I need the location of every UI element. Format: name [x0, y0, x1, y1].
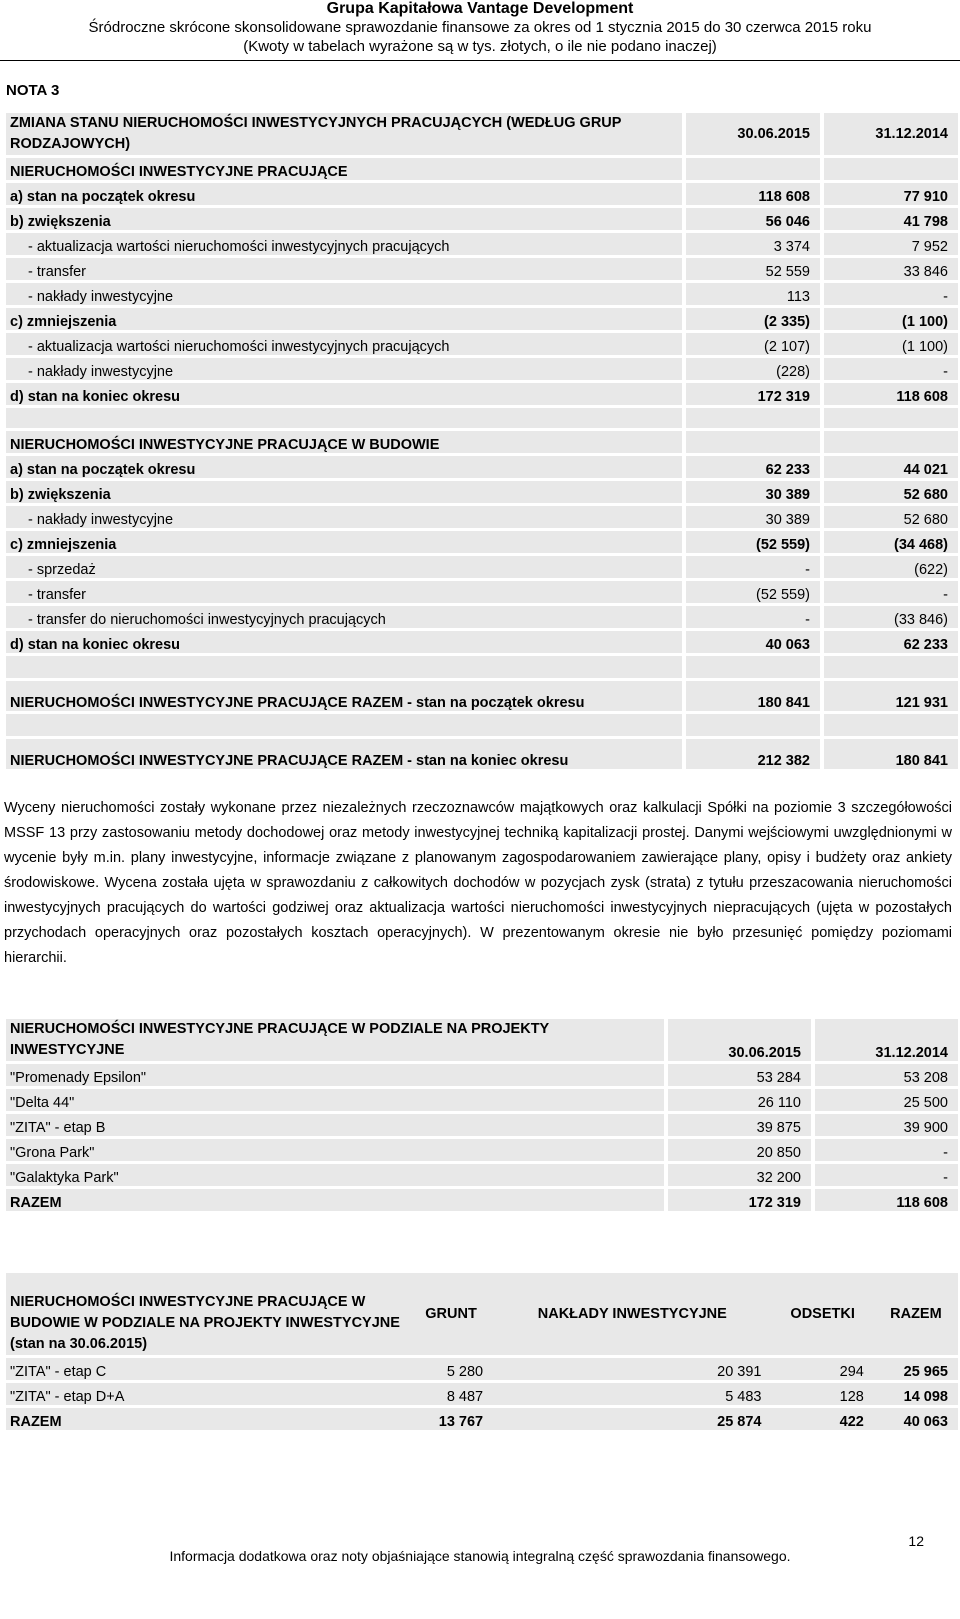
row-value-2015: 30 389 [686, 481, 820, 503]
row-value-2014: 52 680 [824, 481, 958, 503]
row-value-grunt: 8 487 [409, 1383, 493, 1405]
col-header-2015: 30.06.2015 [668, 1019, 811, 1061]
valuation-paragraph: Wyceny nieruchomości zostały wykonane przez niezależnych rzeczoznawców majątkowych oraz kalkulacji Spółki na poziomie 3 szczegółowości MSSF 13 przy zastosowaniu metody dochodowej oraz metody inwestycyjnej techniką kapitalizacji prostej. Danymi wejściowymi uwzględnionymi w wycenie były m.in. plany inwestycyjne, informacje związane z planowanym zagospodarowaniem zawierające plany, opisy i budżety oraz ankiety środowiskowe. Wycena została ujęta w sprawozdaniu z całkowitych dochodów w pozycjach zysk (strata) z tytułu przeszacowania nieruchomości inwestycyjnych pracujących do wartości godziwej oraz aktualizacja wartości nieruchomości inwestycyjnych niepracujących (ujęta w pozostałych przychodach operacyjnych oraz pozostałych kosztach operacyjnych). W prezentowanym okresie nie było przesunięć pomiędzy poziomami hierarchii. [4, 800, 952, 966]
row-label: "Delta 44" [6, 1089, 664, 1111]
company-name: Grupa Kapitałowa Vantage Development [326, 0, 634, 17]
row-value-2015: 172 319 [668, 1189, 811, 1211]
page-header [0, 0, 960, 56]
table-row [6, 631, 958, 653]
row-value-2015: 52 559 [686, 258, 820, 280]
col-header-razem: RAZEM [874, 1273, 958, 1355]
projects-table-title: NIERUCHOMOŚCI INWESTYCYJNE PRACUJĄCE W PODZIALE NA PROJEKTY INWESTYCYJNE [6, 1019, 664, 1061]
table-row [6, 208, 958, 230]
row-value-2014: - [815, 1164, 958, 1186]
row-value-2014: 52 680 [824, 506, 958, 528]
table-row [6, 506, 958, 528]
row-value-2014: 44 021 [824, 456, 958, 478]
row-label: - transfer do nieruchomości inwestycyjnych pracujących [6, 606, 682, 628]
row-label: d) stan na koniec okresu [6, 631, 682, 653]
row-value-2014: 118 608 [824, 383, 958, 405]
row-label: b) zwiększenia [6, 481, 682, 503]
row-label: c) zmniejszenia [6, 308, 682, 330]
table-row [6, 233, 958, 255]
row-value-2015: (52 559) [686, 581, 820, 603]
row-value-2014: (33 846) [824, 606, 958, 628]
row-value-2014: 62 233 [824, 631, 958, 653]
table-row [6, 581, 958, 603]
row-value-2015: 56 046 [686, 208, 820, 230]
row-value-grunt: 13 767 [409, 1408, 493, 1430]
row-value-2014: 180 841 [824, 739, 958, 769]
col-header-2014: 31.12.2014 [824, 113, 958, 155]
table-row [6, 283, 958, 305]
row-label: "ZITA" - etap D+A [6, 1383, 409, 1405]
row-value-grunt: 5 280 [409, 1358, 493, 1380]
table-row [6, 183, 958, 205]
row-value-2015: 118 608 [686, 183, 820, 205]
row-value-2014: (1 100) [824, 333, 958, 355]
table-row [6, 1139, 958, 1161]
row-label: - nakłady inwestycyjne [6, 283, 682, 305]
table-row [6, 1064, 958, 1086]
col-header-naklady: NAKŁADY INWESTYCYJNE [493, 1273, 771, 1355]
row-label: - aktualizacja wartości nieruchomości inwestycyjnych pracujących [6, 233, 682, 255]
row-label: "ZITA" - etap B [6, 1114, 664, 1136]
row-label: - aktualizacja wartości nieruchomości inwestycyjnych pracujących [6, 333, 682, 355]
row-value-2015: 62 233 [686, 456, 820, 478]
section-2-rows [6, 456, 958, 653]
row-label: - nakłady inwestycyjne [6, 506, 682, 528]
table-row [6, 1383, 958, 1405]
row-value-2014: 33 846 [824, 258, 958, 280]
section-title: NIERUCHOMOŚCI INWESTYCYJNE PRACUJĄCE [6, 158, 682, 180]
row-label: a) stan na początek okresu [6, 183, 682, 205]
row-value-2015: (2 335) [686, 308, 820, 330]
total-start-row [6, 681, 958, 711]
construction-table [6, 1270, 958, 1433]
row-value-odsetki: 422 [771, 1408, 873, 1430]
row-value-2015: 20 850 [668, 1139, 811, 1161]
table-row [6, 1358, 958, 1380]
row-label: NIERUCHOMOŚCI INWESTYCYJNE PRACUJĄCE RAZEM - stan na koniec okresu [6, 739, 682, 769]
row-label: - nakłady inwestycyjne [6, 358, 682, 380]
row-value-2014: 41 798 [824, 208, 958, 230]
row-value-2015: 26 110 [668, 1089, 811, 1111]
row-value-2014: (34 468) [824, 531, 958, 553]
row-value-2015: 30 389 [686, 506, 820, 528]
row-value-2015: 40 063 [686, 631, 820, 653]
table-row [6, 358, 958, 380]
row-value-2015: (228) [686, 358, 820, 380]
table-row [6, 606, 958, 628]
table-row [6, 1114, 958, 1136]
section-title: NIERUCHOMOŚCI INWESTYCYJNE PRACUJĄCE W BUDOWIE [6, 431, 682, 453]
row-label: a) stan na początek okresu [6, 456, 682, 478]
row-value-2014: - [824, 358, 958, 380]
row-value-naklady: 25 874 [493, 1408, 771, 1430]
row-value-2014: 53 208 [815, 1064, 958, 1086]
page-number: 12 [908, 1533, 924, 1549]
construction-table-title: NIERUCHOMOŚCI INWESTYCYJNE PRACUJĄCE W BUDOWIE W PODZIALE NA PROJEKTY INWESTYCYJNE (stan na 30.06.2015) [6, 1273, 409, 1355]
row-value-2015: 180 841 [686, 681, 820, 711]
row-value-2015: 32 200 [668, 1164, 811, 1186]
projects-total-row [6, 1189, 958, 1211]
row-label: b) zwiększenia [6, 208, 682, 230]
row-value-2015: 113 [686, 283, 820, 305]
row-value-2014: - [815, 1139, 958, 1161]
row-value-2015: - [686, 606, 820, 628]
total-end-row [6, 739, 958, 769]
row-label: "Grona Park" [6, 1139, 664, 1161]
row-value-naklady: 20 391 [493, 1358, 771, 1380]
row-label: "ZITA" - etap C [6, 1358, 409, 1380]
table-row [6, 383, 958, 405]
report-title: Śródroczne skrócone skonsolidowane sprawozdanie finansowe za okres od 1 stycznia 2015 do 30 czerwca 2015 roku [88, 19, 872, 36]
row-label: - transfer [6, 258, 682, 280]
row-value-2014: - [824, 283, 958, 305]
row-label: NIERUCHOMOŚCI INWESTYCYJNE PRACUJĄCE RAZEM - stan na początek okresu [6, 681, 682, 711]
row-label: - sprzedaż [6, 556, 682, 578]
row-value-2014: (1 100) [824, 308, 958, 330]
row-value-2014: 77 910 [824, 183, 958, 205]
row-value-2014: 39 900 [815, 1114, 958, 1136]
row-value-2014: 121 931 [824, 681, 958, 711]
projects-table [6, 1016, 958, 1214]
row-value-2015: (2 107) [686, 333, 820, 355]
row-value-2015: 39 875 [668, 1114, 811, 1136]
row-label: d) stan na koniec okresu [6, 383, 682, 405]
projects-rows [6, 1064, 958, 1186]
main-table [6, 110, 958, 772]
row-value-razem: 40 063 [874, 1408, 958, 1430]
col-header-2015: 30.06.2015 [686, 113, 820, 155]
table-row [6, 308, 958, 330]
construction-total-row [6, 1408, 958, 1430]
table-row [6, 481, 958, 503]
table-row [6, 333, 958, 355]
table-row [6, 258, 958, 280]
row-value-2014: 7 952 [824, 233, 958, 255]
main-table-title: ZMIANA STANU NIERUCHOMOŚCI INWESTYCYJNYCH PRACUJĄCYCH (WEDŁUG GRUP RODZAJOWYCH) [6, 113, 682, 155]
row-label: RAZEM [6, 1408, 409, 1430]
row-value-2015: 53 284 [668, 1064, 811, 1086]
row-value-2014: 118 608 [815, 1189, 958, 1211]
row-value-naklady: 5 483 [493, 1383, 771, 1405]
row-value-2015: 3 374 [686, 233, 820, 255]
row-label: - transfer [6, 581, 682, 603]
row-value-odsetki: 294 [771, 1358, 873, 1380]
row-value-2015: 172 319 [686, 383, 820, 405]
row-value-2015: - [686, 556, 820, 578]
col-header-grunt: GRUNT [409, 1273, 493, 1355]
table-row [6, 531, 958, 553]
section-1-rows [6, 183, 958, 405]
row-value-2014: - [824, 581, 958, 603]
construction-rows [6, 1358, 958, 1405]
row-value-2014: 25 500 [815, 1089, 958, 1111]
header-rule [0, 60, 960, 61]
page-footer: Informacja dodatkowa oraz noty objaśniające stanowią integralną część sprawozdania finansowego. [169, 1548, 791, 1564]
table-row [6, 456, 958, 478]
table-row [6, 1089, 958, 1111]
row-label: c) zmniejszenia [6, 531, 682, 553]
table-row [6, 1164, 958, 1186]
row-value-odsetki: 128 [771, 1383, 873, 1405]
row-value-razem: 14 098 [874, 1383, 958, 1405]
row-value-2015: (52 559) [686, 531, 820, 553]
row-label: RAZEM [6, 1189, 664, 1211]
col-header-2014: 31.12.2014 [815, 1019, 958, 1061]
row-value-2015: 212 382 [686, 739, 820, 769]
row-label: "Galaktyka Park" [6, 1164, 664, 1186]
units-note: (Kwoty w tabelach wyrażone są w tys. złotych, o ile nie podano inaczej) [243, 38, 717, 55]
col-header-odsetki: ODSETKI [771, 1273, 873, 1355]
row-value-2014: (622) [824, 556, 958, 578]
nota-title: NOTA 3 [6, 82, 60, 99]
row-value-razem: 25 965 [874, 1358, 958, 1380]
row-label: "Promenady Epsilon" [6, 1064, 664, 1086]
table-row [6, 556, 958, 578]
